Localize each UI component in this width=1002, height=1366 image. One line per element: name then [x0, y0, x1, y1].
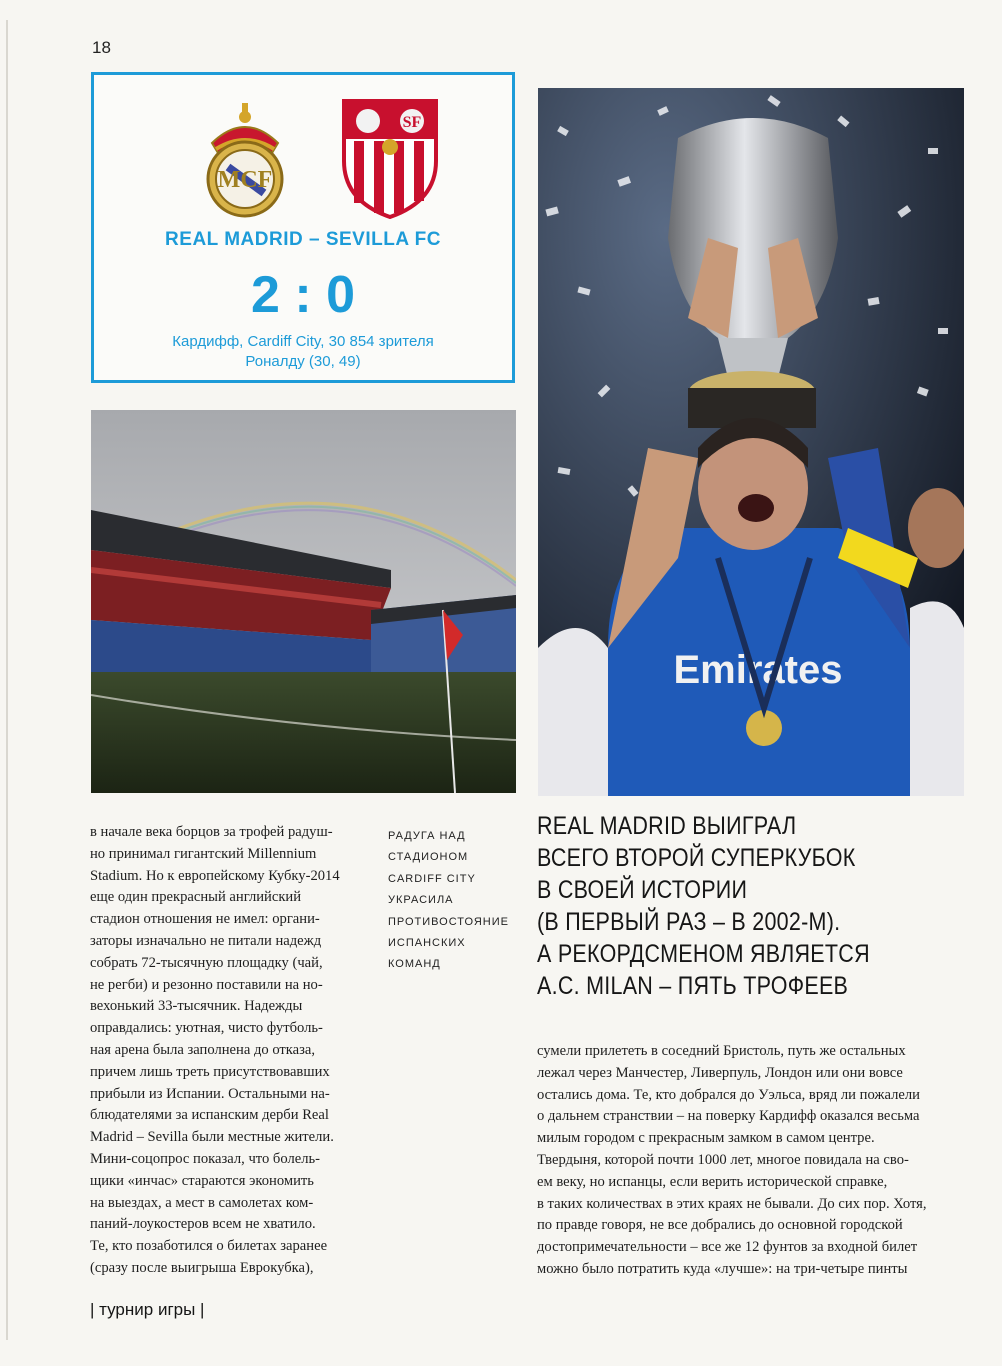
section-label: | турнир игры |: [90, 1300, 205, 1319]
trophy-celebration-photo: [538, 88, 964, 796]
match-score-box: [91, 72, 515, 383]
svg-text:MCF: MCF: [217, 167, 273, 193]
match-scorers: Роналду (30, 49): [245, 353, 361, 370]
match-venue: Кардифф, Cardiff City, 30 854 зрителя: [172, 333, 434, 350]
match-teams: REAL MADRID – SEVILLA FC: [165, 229, 441, 250]
photo-caption: РАДУГА НАД СТАДИОНОМ CARDIFF CITY УКРАСИЛА ПРОТИВОСТОЯНИЕ ИСПАНСКИХ КОМАНД: [388, 830, 509, 971]
match-score: 2 : 0: [250, 266, 356, 324]
stadium-rainbow-photo: [91, 410, 516, 793]
article-left-column: в начале века борцов за трофей радуш- но принимал гигантский Millennium Stadium. Но к европейскому Кубку-2014 еще один прекрасный английский стадион отношения не имел: органи- заторы изначально не питали надежд собрать 72-тысячную площадку (чай, не регби) и резонно поставили на но- вехонький 33-тысячник. Надежды оправдались: уютная, чисто футболь- ная арена была заполнена до отказа, причем лишь треть присутствовавших прибыли из Испании. Остальными на- блюдателями за испанским дерби Real Madrid – Sevilla были местные жители. Мини-соцопрос показал, что болель- щики «инчас» стараются экономить на выездах, а мест в самолетах ком- паний-лоукостеров всем не хватило. Те, кто позаботился о билетах заранее (сразу после выигрыша Еврокубка),: [90, 824, 340, 1276]
shirt-sponsor-text: Emirates: [673, 648, 843, 692]
real-madrid-crest-icon: [202, 101, 288, 219]
page-number: 18: [92, 38, 111, 57]
sevilla-crest-icon: [340, 97, 440, 219]
article-right-column: сумели прилететь в соседний Бристоль, путь же остальных лежал через Манчестер, Ливерпуль, Лондон или они вовсе остались дома. Те, кто добрался до Уэльса, вряд ли пожалели о дальнем странствии – на поверку Кардифф оказался весьма милым городом с прекрасным замком в самом центре. Твердыня, которой почти 1000 лет, многое повидала на сво- ем веку, но испанцы, если верить исторической справке, в таких количествах в этих краях не бывали. До сих пор. Хотя, по правде говоря, не все добрались до основной городской достопримечательности – все же 12 фунтов за входной билет можно было потратить куда «лучше»: на три-четыре пинты: [537, 1043, 927, 1277]
page-edge-rule: [6, 20, 8, 1340]
svg-text:SF: SF: [402, 114, 422, 131]
pull-quote-headline: REAL MADRID ВЫИГРАЛ ВСЕГО ВТОРОЙ СУПЕРКУБОК В СВОЕЙ ИСТОРИИ (В ПЕРВЫЙ РАЗ – В 2002-М). А РЕКОРДСМЕНОМ ЯВЛЯЕТСЯ A.C. MILAN – ПЯТЬ ТРОФЕЕВ: [537, 812, 870, 1000]
